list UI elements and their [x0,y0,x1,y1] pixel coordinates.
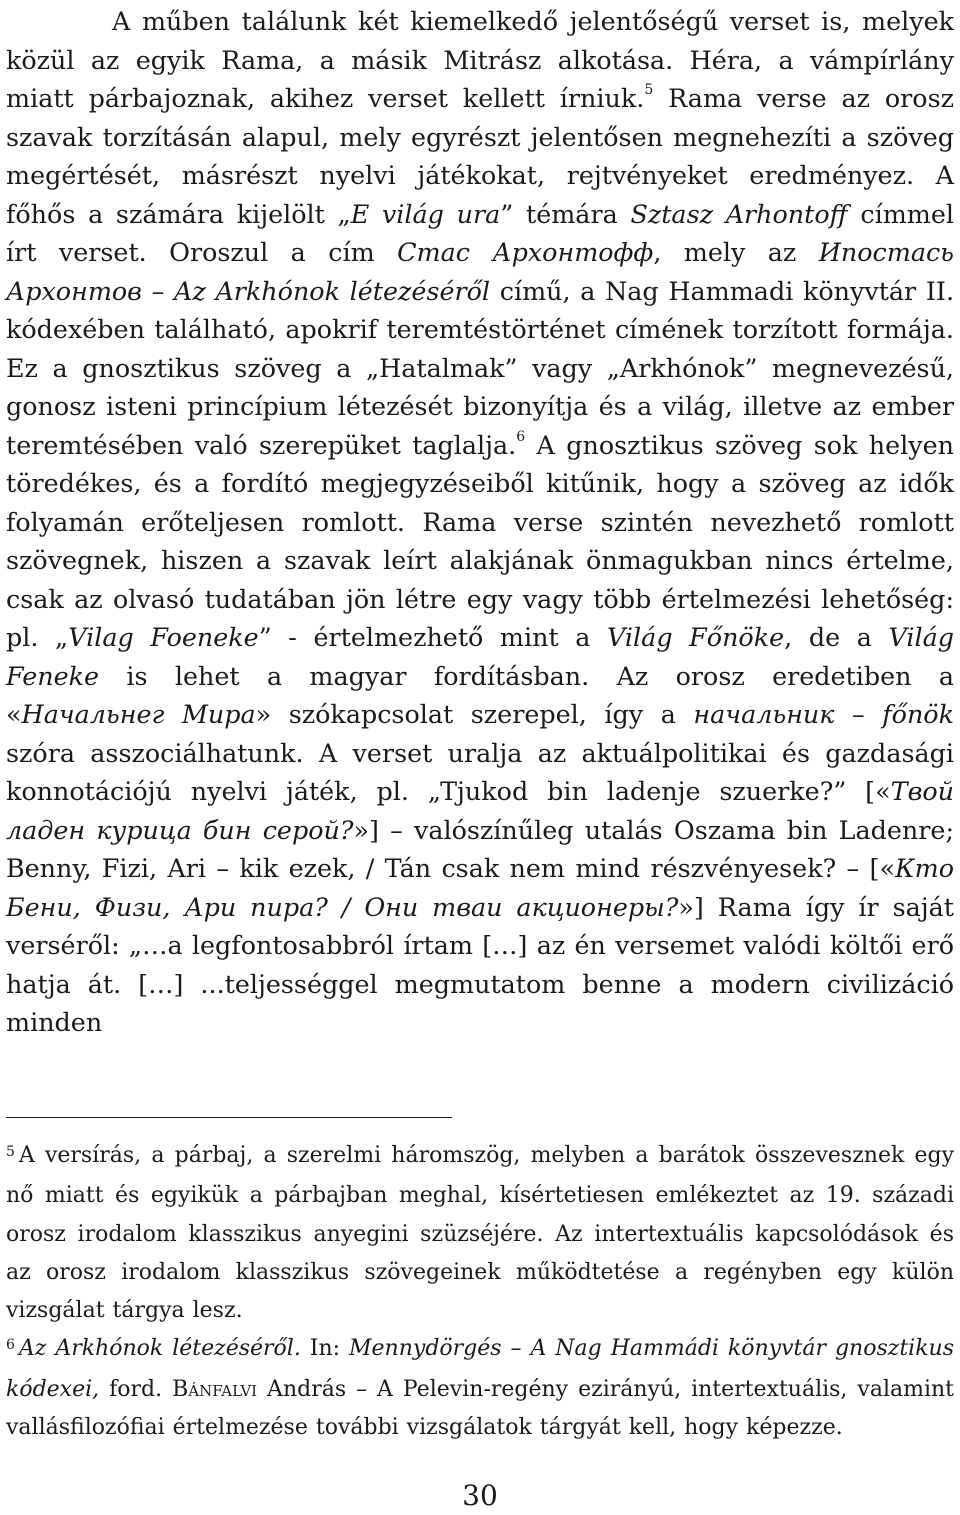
italic-run: Vilag Foeneke [68,622,259,652]
italic-run: E világ ura [350,198,501,229]
footnote-separator [6,1117,452,1118]
italic-run: Sztasz Arhontoff [630,198,848,229]
body-paragraph [6,2,954,1042]
italic-run: Твой ладен курица бин серой? [6,776,954,845]
italic-run: Mennydörgés – A Nag Hammádi könyvtár gnosztikus kódexei, [6,1336,954,1402]
text-run: » szókapcsolat szerepel, így a [255,699,694,729]
text-run: Rama verse az orosz szavak torzításán alapul, mely egyrészt jelentősen megnehezíti a szöveg megértését, másrészt nyelvi játékokat, rejtvényeket eredményez. A főhős a számára kijelölt „ [6,83,954,229]
footnote-ref: 6 [516,428,526,445]
text-run: című, a Nag Hammadi könyvtár II. kódexében található, apokrif teremtéstörténet címének torzított formája. Ez a gnosztikus szöveg a „Hatalmak” vagy „Arkhónok” megnevezésű, gonosz isteni princípium létezését bizonyítja és a világ, illetve az ember teremtésében való szerepüket taglalja. [6,275,955,460]
italic-run: Világ Feneke [6,622,954,691]
text-run: ” témára [500,198,631,229]
main-text [6,2,954,1042]
footnote-number: 6 [6,1337,15,1354]
italic-run: Начальнег Мира [21,699,256,729]
document-page [6,2,954,1042]
text-run: »] – valószínűleg utalás Oszama bin Ladenre; Benny, Fizi, Ari – kik ezek, / Tán csak nem mind részvényesek? – [« [6,814,954,883]
footnote-number: 5 [6,1144,15,1160]
footnotes [6,1137,954,1447]
footnote-6 [6,1330,954,1447]
text-run: A műben találunk két kiemelkedő jelentőségű verset is, melyek közül az egyik Rama, a másik Mitrász alkotása. Héra, a vámpírlány miatt párbajoznak, akihez verset kellett írniuk. [6,6,954,113]
italic-run: Az Arkhónok létezéséről [174,275,491,306]
text-run: András – A Pelevin-regény ezirányú, intertextuális, valamint vallásfilozófiai értelmezése további vizsgálatok tárgyát kell, hogy képezze. [6,1376,955,1441]
italic-run: főnök [882,699,954,729]
text-run: , mely az [653,237,819,267]
text-run: – [834,699,883,729]
text-run: – [141,275,175,306]
italic-run: Világ Főnöke [607,622,785,652]
text-run: ” - értelmezhető mint a [258,622,608,652]
italic-run: Az Arkhónok létezéséről. [18,1336,301,1362]
footnote-ref: 5 [644,82,654,98]
italic-run: начальник [693,699,835,729]
text-run: szóra asszociálhatunk. A verset uralja az aktuálpolitikai és gazdasági konnotációjú nyelvi játék, pl. „Tjukod bin ladenje szuerke?” [« [6,737,954,806]
italic-run: Кто Бени, Физи, Ари пира? / Они тваи акционеры? [6,853,954,922]
text-run: címmel írt verset. Oroszul a cím [6,198,955,267]
text-run: In: [300,1336,350,1362]
text-run: A gnosztikus szöveg sok helyen töredékes, és a fordító megjegyzéseiből kitűnik, hogy a szöveg az idők folyamán erőteljesen romlott. Rama verse szintén nevezhető romlott szövegnek, hiszen a szavak leírt alakjának önmagukban nincs értelme, csak az olvasó tudatában jön létre egy vagy több értelmezési lehetőség: pl. „ [6,429,954,652]
text-run: »] Rama így ír saját verséről: „…a legfontosabbról írtam […] az én versemet valódi költői erő hatja át. […] ...teljességgel megmutatom benne a modern civilizáció minden [6,891,954,1037]
text-run: , de a [784,622,889,652]
italic-run: Стас Архонтофф [397,237,654,267]
text-run: ford. [99,1376,173,1402]
text-run: is lehet a magyar fordításban. Az orosz eredetiben a « [6,660,954,729]
author-name: Bánfalvi [172,1376,258,1402]
footnote-5 [6,1137,954,1330]
text-run: A versírás, a párbaj, a szerelmi háromszög, melyben a barátok összevesznek egy nő miatt és egyikük a párbajban meghal, kísértetiesen emlékeztet az 19. századi orosz irodalom klasszikus anyegini szüzséjére. Az intertextuális kapcsolódások és az orosz irodalom klasszikus szövegeinek működtetése a regényben egy külön vizsgálat tárgya lesz. [6,1143,954,1324]
italic-run: Ипостась Архонтов [6,237,954,306]
page-number: 30 [462,1479,498,1512]
